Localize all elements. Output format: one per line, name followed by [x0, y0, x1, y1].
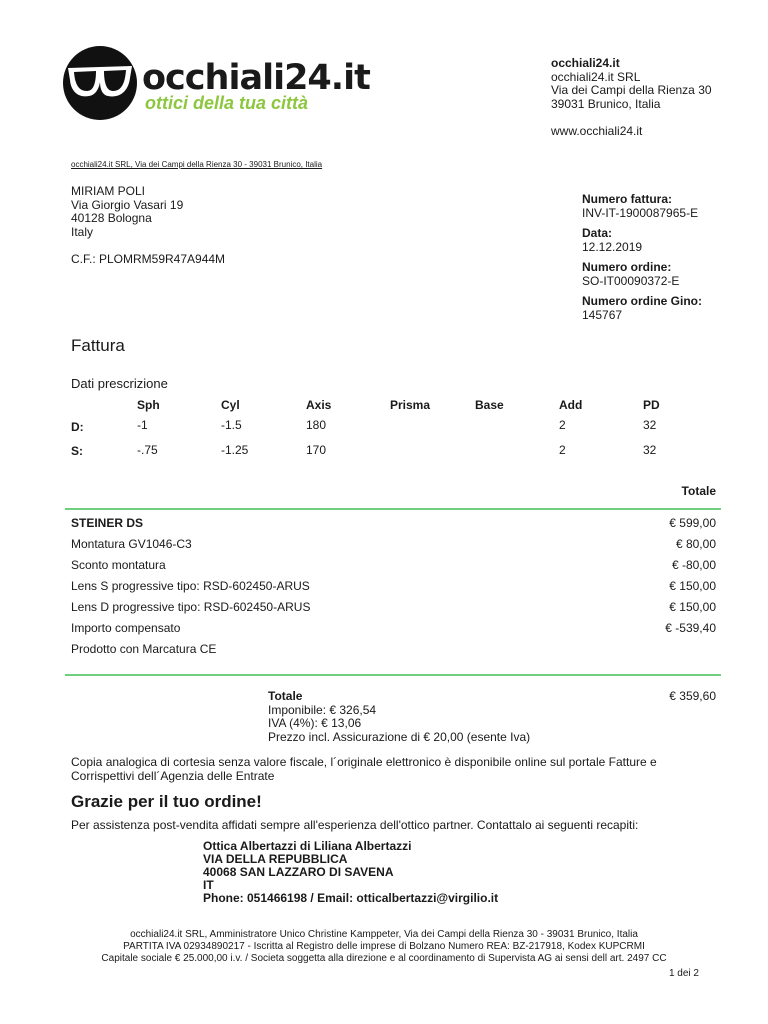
item-amount: € 80,00 — [675, 537, 716, 551]
prescription-row-label: S: — [71, 444, 83, 458]
list-item — [71, 622, 716, 643]
prescription-header: Axis — [306, 398, 332, 412]
prescription-cell: -1 — [137, 418, 148, 432]
item-label: STEINER DS — [71, 516, 144, 530]
optician-street: VIA DELLA REPUBBLICA — [203, 852, 348, 866]
prescription-header: Add — [559, 398, 583, 412]
prescription-header: Sph — [137, 398, 160, 412]
item-amount: € -80,00 — [671, 558, 716, 572]
logo-tagline: ottici della tua città — [145, 93, 309, 113]
totals-insurance: Prezzo incl. Assicurazione di € 20,00 (esente Iva) — [268, 729, 531, 744]
prescription-cell: 32 — [643, 443, 657, 457]
items-list — [71, 517, 716, 664]
recipient-tax-code: C.F.: PLOMRM59R47A944M — [71, 251, 226, 266]
sender-return-address: occhiali24.it SRL, Via dei Campi della Rienza 30 - 39031 Brunico, Italia — [71, 160, 323, 169]
footer-line: occhiali24.it SRL, Amministratore Unico Christine Kamppeter, Via dei Campi della Rienza 30 - 39031 Brunico, Italia — [130, 929, 638, 940]
company-street: Via dei Campi della Rienza 30 — [551, 83, 712, 97]
items-total-header: Totale — [681, 484, 716, 498]
invoice-number-value: INV-IT-1900087965-E — [582, 205, 699, 220]
prescription-table — [71, 399, 731, 461]
company-address — [551, 57, 712, 138]
totals-imponibile: Imponibile: € 326,54 — [268, 702, 377, 717]
item-label: Montatura GV1046-C3 — [71, 537, 192, 551]
prescription-header: PD — [643, 398, 660, 412]
recipient-name: MIRIAM POLI — [71, 184, 146, 198]
item-label: Importo compensato — [71, 621, 181, 635]
item-amount: € -539,40 — [665, 621, 716, 635]
prescription-cell: 32 — [643, 418, 657, 432]
list-item — [71, 601, 716, 622]
footer-line: PARTITA IVA 02934890217 - Iscritta al Registro delle imprese di Bolzano Numero REA: BZ-217918, Kodex KUPCRMI — [123, 941, 645, 952]
recipient-street: Via Giorgio Vasari 19 — [71, 197, 184, 212]
optician-phone-email: Phone: 051466198 / Email: otticalbertazzi@virgilio.it — [203, 891, 499, 905]
list-item — [71, 643, 716, 664]
prescription-cell: 170 — [306, 443, 327, 457]
order-number-value: SO-IT00090372-E — [582, 273, 680, 288]
recipient-address — [71, 185, 225, 266]
order-number-label: Numero ordine: — [582, 260, 672, 274]
item-amount: € 599,00 — [669, 516, 716, 530]
totals-label: Totale — [268, 689, 303, 703]
item-label: Sconto montatura — [71, 558, 166, 572]
prescription-cell: 2 — [559, 418, 566, 432]
gino-order-label: Numero ordine Gino: — [582, 294, 702, 308]
items-bottom-divider — [65, 674, 721, 676]
company-name: occhiali24.it — [551, 56, 620, 70]
optician-country: IT — [203, 878, 214, 892]
page-footer — [0, 929, 768, 965]
footer-line: Capitale sociale € 25.000,00 i.v. / Societa soggetta alla direzione e al coordinamento di Supervista AG ai sensi dell art. 2497 CC — [101, 953, 667, 964]
totals-amount: € 359,60 — [669, 689, 716, 703]
prescription-row-label: D: — [71, 420, 84, 434]
totals-block — [268, 690, 530, 744]
list-item — [71, 559, 716, 580]
page-number: 1 dei 2 — [668, 968, 699, 979]
company-city: 39031 Brunico, Italia — [551, 96, 661, 111]
prescription-cell: -1.25 — [221, 443, 249, 457]
item-amount: € 150,00 — [669, 579, 716, 593]
optician-contact — [203, 840, 498, 905]
invoice-date-value: 12.12.2019 — [582, 239, 643, 254]
prescription-cell: 2 — [559, 443, 566, 457]
item-label: Lens D progressive tipo: RSD-602450-ARUS — [71, 600, 311, 614]
prescription-cell: 180 — [306, 418, 327, 432]
legal-notice: Copia analogica di cortesia senza valore fiscale, l´originale elettronico è disponibile online sul portale Fatture e Corrispettivi dell´Agenzia delle Entrate — [71, 755, 657, 783]
prescription-title: Dati prescrizione — [71, 376, 168, 391]
invoice-meta — [582, 193, 702, 329]
company-legal-name: occhiali24.it SRL — [551, 69, 641, 84]
gino-order-value: 145767 — [582, 307, 623, 322]
item-label: Prodotto con Marcatura CE — [71, 642, 217, 656]
totals-iva: IVA (4%): € 13,06 — [268, 716, 362, 730]
invoice-date-label: Data: — [582, 226, 613, 240]
thanks-heading: Grazie per il tuo ordine! — [71, 792, 262, 811]
optician-name: Ottica Albertazzi di Liliana Albertazzi — [203, 839, 412, 853]
list-item — [71, 517, 716, 538]
invoice-number-label: Numero fattura: — [582, 192, 673, 206]
prescription-header: Prisma — [390, 398, 431, 412]
recipient-city: 40128 Bologna — [71, 211, 152, 225]
item-label: Lens S progressive tipo: RSD-602450-ARUS — [71, 579, 310, 593]
logo-wordmark: occhiali24.it — [142, 58, 370, 98]
prescription-header: Cyl — [221, 398, 240, 412]
list-item — [71, 580, 716, 601]
recipient-country: Italy — [71, 224, 94, 239]
assistance-text: Per assistenza post-vendita affidati sempre all'esperienza dell'ottico partner. Contattalo ai seguenti recapiti: — [71, 818, 639, 832]
prescription-cell: -1.5 — [221, 418, 242, 432]
company-website[interactable]: www.occhiali24.it — [551, 123, 643, 138]
optician-city: 40068 SAN LAZZARO DI SAVENA — [203, 865, 394, 879]
list-item — [71, 538, 716, 559]
page-title: Fattura — [71, 336, 125, 355]
prescription-header: Base — [475, 398, 504, 412]
prescription-cell: -.75 — [137, 443, 158, 457]
item-amount: € 150,00 — [669, 600, 716, 614]
items-top-divider — [65, 508, 721, 510]
